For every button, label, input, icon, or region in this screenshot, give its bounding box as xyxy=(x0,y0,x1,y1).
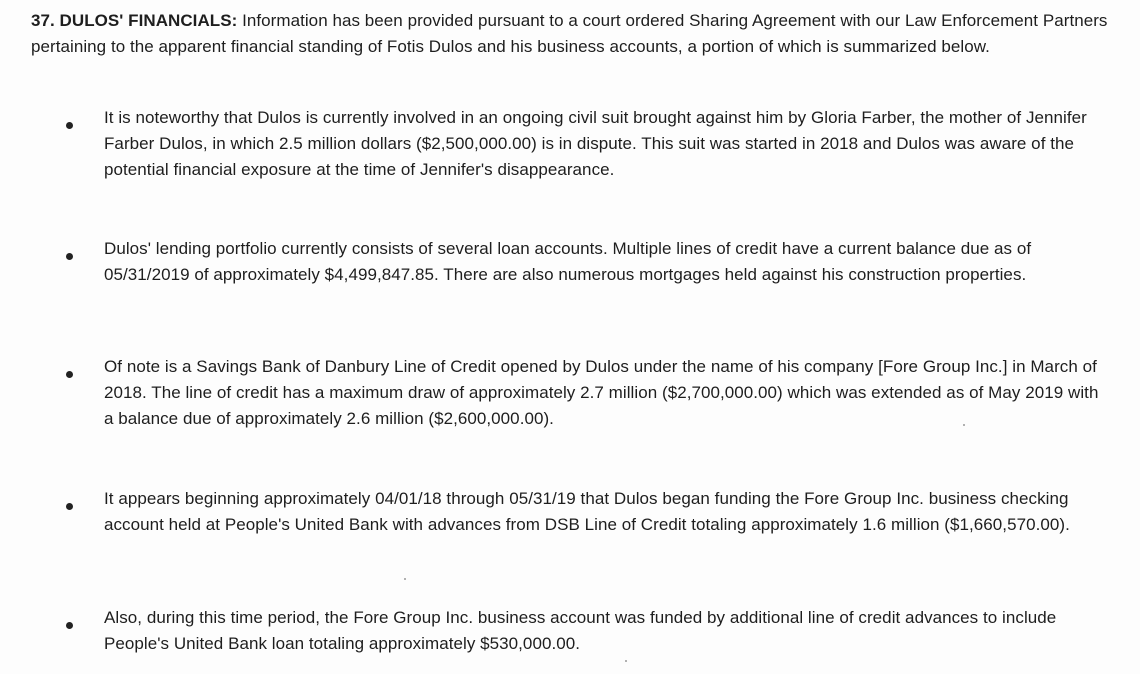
bullet-text: It is noteworthy that Dulos is currently involved in an ongoing civil suit brought against him by Gloria Farber, the mother of Jennifer Farber Dulos, in which 2.5 million dollars ($2,500,000.00) is in dispute. This suit was started in 2018 and Dulos was aware of the potential financial exposure at the time of Jennifer's disappearance. xyxy=(104,108,1087,179)
intro-text: Information has been provided pursuant to a court ordered Sharing Agreement with our Law Enforcement Partners pertaining to the apparent financial standing of Fotis Dulos and his business accounts, a portion of which is summarized below. xyxy=(31,11,1108,56)
bullet-text: Also, during this time period, the Fore Group Inc. business account was funded by additional line of credit advances to include People's United Bank loan totaling approximately $530,000.00. xyxy=(104,608,1057,653)
bullet-icon xyxy=(66,371,73,378)
scan-speck xyxy=(404,578,406,580)
bullet-text: Of note is a Savings Bank of Danbury Line of Credit opened by Dulos under the name of his company [Fore Group Inc.] in March of 2018. The line of credit has a maximum draw of approximately 2.7 million ($2,700,000.00) which was extended as of May 2019 with a balance due of approximately 2.6 million ($2,600,000.00). xyxy=(104,357,1099,428)
bullet-text: Dulos' lending portfolio currently consists of several loan accounts. Multiple lines of credit have a current balance due as of 05/31/2019 of approximately $4,499,847.85. There are also numerous mortgages held against his construction properties. xyxy=(104,239,1032,284)
bullet-icon xyxy=(66,253,73,260)
scan-speck xyxy=(625,660,627,662)
intro-paragraph xyxy=(31,8,1111,60)
bullet-text: It appears beginning approximately 04/01/18 through 05/31/19 that Dulos began funding the Fore Group Inc. business checking account held at People's United Bank with advances from DSB Line of Credit totaling approximately 1.6 million ($1,660,570.00). xyxy=(104,489,1070,534)
section-heading: 37. DULOS' FINANCIALS: xyxy=(31,11,238,30)
bullet-icon xyxy=(66,122,73,129)
bullet-icon xyxy=(66,622,73,629)
bullet-icon xyxy=(66,503,73,510)
scan-speck xyxy=(963,424,965,426)
